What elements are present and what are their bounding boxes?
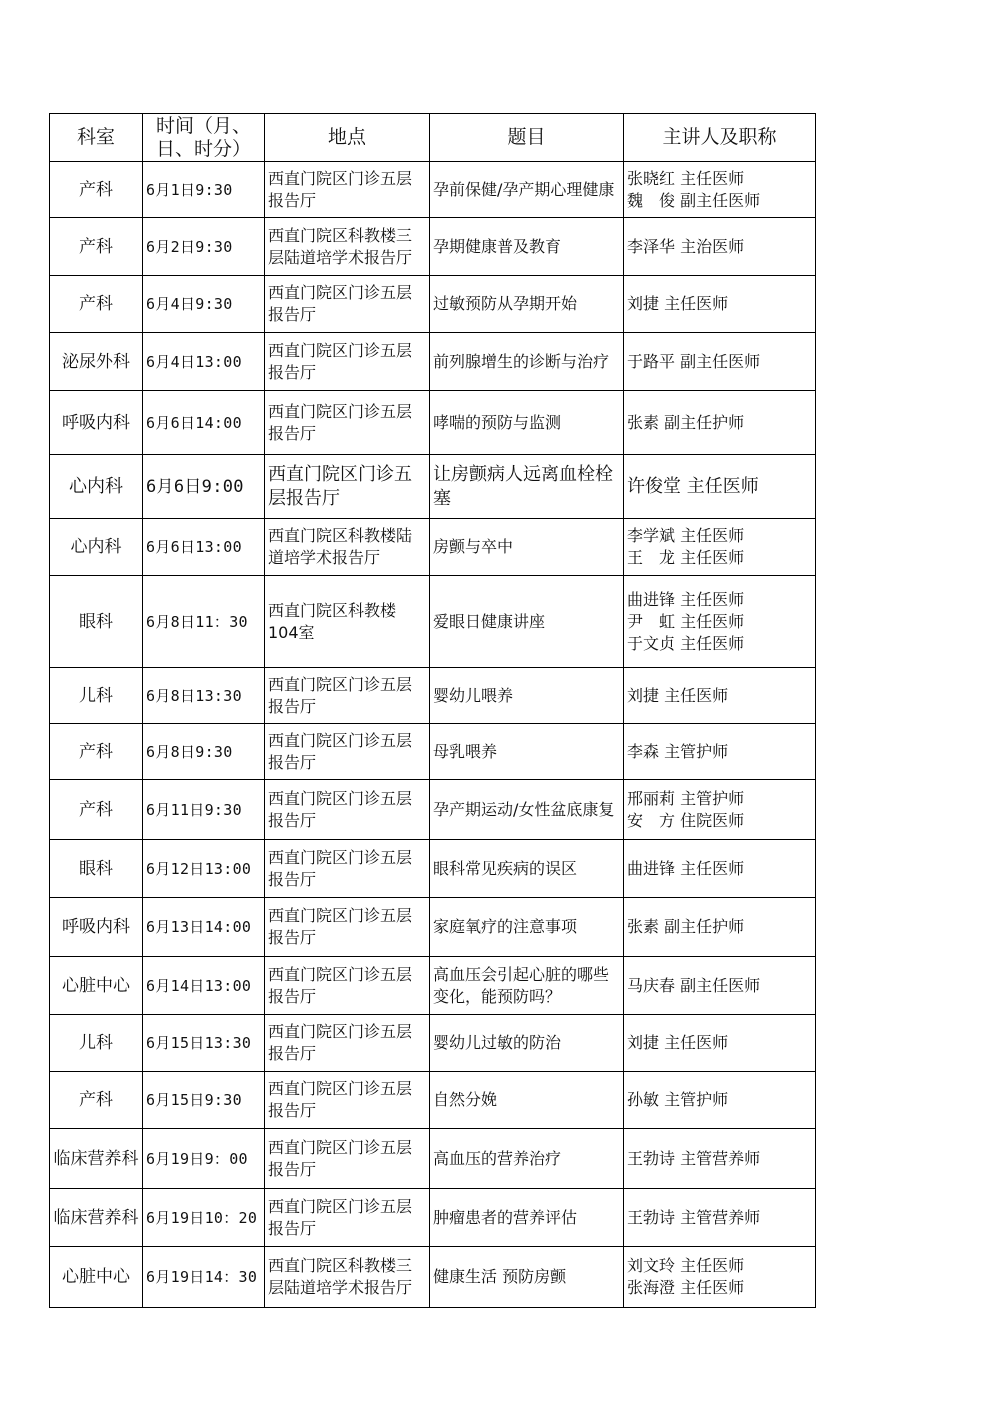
place-text: 西直门院区门诊五层报告厅	[268, 401, 413, 443]
topic-cell: 孕期健康普及教育	[430, 218, 624, 276]
dept-cell: 眼科	[50, 840, 143, 898]
speaker-cell	[624, 1129, 816, 1189]
speaker-line: 刘捷 主任医师	[627, 685, 729, 705]
topic-cell: 高血压会引起心脏的哪些变化，能预防吗？	[430, 957, 624, 1015]
place-cell	[265, 780, 430, 840]
speaker-line: 李学斌 主任医师	[627, 526, 745, 545]
table-row	[50, 519, 816, 576]
place-cell	[265, 576, 430, 668]
time-cell: 6月8日9:30	[143, 724, 265, 780]
time-cell: 6月6日9:00	[143, 455, 265, 519]
header-topic: 题目	[430, 114, 624, 162]
place-cell	[265, 840, 430, 898]
table-row	[50, 668, 816, 724]
time-cell: 6月6日13:00	[143, 519, 265, 576]
table-row	[50, 576, 816, 668]
table-row	[50, 333, 816, 391]
speaker-line: 曲进锋 主任医师	[627, 858, 745, 878]
dept-cell: 眼科	[50, 576, 143, 668]
table-row	[50, 276, 816, 333]
speaker-cell	[624, 1072, 816, 1129]
place-text: 西直门院区门诊五层报告厅	[268, 906, 413, 947]
time-cell: 6月14日13:00	[143, 957, 265, 1015]
speaker-cell	[624, 1247, 816, 1308]
place-cell	[265, 668, 430, 724]
dept-cell: 临床营养科	[50, 1189, 143, 1247]
place-cell	[265, 1247, 430, 1308]
place-cell	[265, 1129, 430, 1189]
table-row	[50, 391, 816, 455]
speaker-line: 刘捷 主任医师	[627, 1033, 729, 1052]
place-cell	[265, 162, 430, 218]
place-text: 西直门院区门诊五层报告厅	[268, 1022, 413, 1063]
dept-cell: 产科	[50, 724, 143, 780]
dept-cell: 产科	[50, 162, 143, 218]
speaker-cell	[624, 957, 816, 1015]
speaker-cell	[624, 519, 816, 576]
time-cell: 6月4日13:00	[143, 333, 265, 391]
speaker-line: 王 龙 主任医师	[627, 548, 745, 567]
place-text: 西直门院区科教楼陆道培学术报告厅	[268, 526, 413, 567]
header-time: 时间（月、日、时分）	[143, 114, 265, 162]
place-text: 西直门院区科教楼三层陆道培学术报告厅	[268, 1256, 413, 1297]
table-row	[50, 218, 816, 276]
table-row	[50, 780, 816, 840]
place-text: 西直门院区门诊五层报告厅	[268, 674, 413, 716]
table-row	[50, 898, 816, 957]
speaker-cell	[624, 576, 816, 668]
topic-cell: 前列腺增生的诊断与治疗	[430, 333, 624, 391]
place-cell	[265, 519, 430, 576]
table-row	[50, 1015, 816, 1072]
place-cell	[265, 957, 430, 1015]
place-text: 西直门院区门诊五层报告厅	[268, 1196, 413, 1238]
time-cell: 6月19日9：00	[143, 1129, 265, 1189]
topic-cell: 婴幼儿喂养	[430, 668, 624, 724]
speaker-line: 魏 俊 副主任医师	[627, 190, 761, 210]
time-cell: 6月6日14:00	[143, 391, 265, 455]
topic-cell: 房颤与卒中	[430, 519, 624, 576]
dept-cell: 泌尿外科	[50, 333, 143, 391]
place-text: 西直门院区门诊五层报告厅	[268, 168, 413, 210]
speaker-cell	[624, 1015, 816, 1072]
speaker-cell	[624, 391, 816, 455]
topic-cell: 让房颤病人远离血栓栓塞	[430, 455, 624, 519]
time-cell: 6月15日9:30	[143, 1072, 265, 1129]
speaker-line: 安 方 住院医师	[627, 810, 745, 830]
place-text: 西直门院区门诊五层报告厅	[268, 1137, 413, 1179]
place-cell	[265, 724, 430, 780]
speaker-cell	[624, 333, 816, 391]
speaker-cell	[624, 840, 816, 898]
time-cell: 6月8日13:30	[143, 668, 265, 724]
place-cell	[265, 455, 430, 519]
topic-cell: 婴幼儿过敏的防治	[430, 1015, 624, 1072]
time-cell: 6月1日9:30	[143, 162, 265, 218]
dept-cell: 临床营养科	[50, 1129, 143, 1189]
dept-cell: 心脏中心	[50, 1247, 143, 1308]
speaker-line: 张晓红 主任医师	[627, 168, 745, 188]
place-cell	[265, 1072, 430, 1129]
place-text: 西直门院区门诊五层报告厅	[268, 964, 413, 1006]
place-cell	[265, 391, 430, 455]
speaker-line: 尹 虹 主任医师	[627, 611, 745, 631]
dept-cell: 呼吸内科	[50, 898, 143, 957]
topic-cell: 健康生活 预防房颤	[430, 1247, 624, 1308]
speaker-line: 李泽华 主治医师	[627, 236, 745, 256]
topic-cell: 孕产期运动/女性盆底康复	[430, 780, 624, 840]
table-row	[50, 162, 816, 218]
topic-cell: 过敏预防从孕期开始	[430, 276, 624, 333]
topic-cell: 哮喘的预防与监测	[430, 391, 624, 455]
dept-cell: 心脏中心	[50, 957, 143, 1015]
time-cell: 6月19日10：20	[143, 1189, 265, 1247]
speaker-line: 张素 副主任护师	[627, 412, 745, 432]
time-cell: 6月4日9:30	[143, 276, 265, 333]
lecture-schedule-table	[49, 113, 816, 1308]
speaker-cell	[624, 455, 816, 519]
dept-cell: 儿科	[50, 668, 143, 724]
topic-cell: 肿瘤患者的营养评估	[430, 1189, 624, 1247]
place-text: 西直门院区门诊五层报告厅	[268, 730, 413, 772]
topic-cell: 自然分娩	[430, 1072, 624, 1129]
time-cell: 6月19日14：30	[143, 1247, 265, 1308]
table-row	[50, 724, 816, 780]
header-place: 地点	[265, 114, 430, 162]
speaker-cell	[624, 724, 816, 780]
dept-cell: 产科	[50, 1072, 143, 1129]
speaker-line: 孙敏 主管护师	[627, 1090, 729, 1109]
table-row	[50, 455, 816, 519]
speaker-cell	[624, 1189, 816, 1247]
table-row	[50, 1247, 816, 1308]
speaker-cell	[624, 780, 816, 840]
topic-cell: 眼科常见疾病的误区	[430, 840, 624, 898]
schedule-body	[50, 162, 816, 1308]
time-cell: 6月12日13:00	[143, 840, 265, 898]
table-row	[50, 1072, 816, 1129]
topic-cell: 爱眼日健康讲座	[430, 576, 624, 668]
dept-cell: 心内科	[50, 519, 143, 576]
speaker-line: 于路平 副主任医师	[627, 351, 761, 371]
table-row	[50, 1129, 816, 1189]
time-cell: 6月15日13:30	[143, 1015, 265, 1072]
speaker-cell	[624, 162, 816, 218]
place-cell	[265, 276, 430, 333]
dept-cell: 儿科	[50, 1015, 143, 1072]
place-cell	[265, 898, 430, 957]
header-dept: 科室	[50, 114, 143, 162]
place-text: 西直门院区门诊五层报告厅	[268, 463, 412, 509]
speaker-cell	[624, 898, 816, 957]
time-cell: 6月8日11：30	[143, 576, 265, 668]
speaker-line: 邢丽莉 主管护师	[627, 788, 745, 808]
table-row	[50, 957, 816, 1015]
speaker-line: 张海澄 主任医师	[627, 1278, 745, 1297]
dept-cell: 产科	[50, 276, 143, 333]
speaker-line: 李森 主管护师	[627, 741, 729, 761]
speaker-line: 曲进锋 主任医师	[627, 589, 745, 609]
speaker-line: 马庆春 副主任医师	[627, 975, 761, 995]
topic-cell: 家庭氧疗的注意事项	[430, 898, 624, 957]
speaker-cell	[624, 668, 816, 724]
speaker-line: 于文贞 主任医师	[627, 633, 745, 653]
topic-cell: 母乳喂养	[430, 724, 624, 780]
place-text: 西直门院区门诊五层报告厅	[268, 788, 413, 830]
place-text: 西直门院区门诊五层报告厅	[268, 1079, 413, 1120]
time-cell: 6月2日9:30	[143, 218, 265, 276]
place-text: 西直门院区门诊五层报告厅	[268, 847, 413, 889]
speaker-line: 刘捷 主任医师	[627, 294, 729, 313]
dept-cell: 呼吸内科	[50, 391, 143, 455]
dept-cell: 产科	[50, 218, 143, 276]
topic-cell: 孕前保健/孕产期心理健康	[430, 162, 624, 218]
time-cell: 6月13日14:00	[143, 898, 265, 957]
place-cell	[265, 333, 430, 391]
place-cell	[265, 1015, 430, 1072]
table-row	[50, 1189, 816, 1247]
place-cell	[265, 218, 430, 276]
header-speaker: 主讲人及职称	[624, 114, 816, 162]
place-text: 西直门院区科教楼104室	[268, 600, 397, 642]
speaker-line: 王勃诗 主管营养师	[627, 1207, 761, 1227]
speaker-cell	[624, 276, 816, 333]
topic-cell: 高血压的营养治疗	[430, 1129, 624, 1189]
place-text: 西直门院区门诊五层报告厅	[268, 283, 413, 324]
dept-cell: 产科	[50, 780, 143, 840]
place-text: 西直门院区门诊五层报告厅	[268, 340, 413, 382]
dept-cell: 心内科	[50, 455, 143, 519]
speaker-line: 刘文玲 主任医师	[627, 1256, 745, 1275]
table-row	[50, 840, 816, 898]
header-row	[50, 114, 816, 162]
speaker-cell	[624, 218, 816, 276]
speaker-line: 王勃诗 主管营养师	[627, 1148, 761, 1168]
time-cell: 6月11日9:30	[143, 780, 265, 840]
speaker-line: 张素 副主任护师	[627, 917, 745, 936]
speaker-line: 许俊堂 主任医师	[627, 475, 759, 497]
place-cell	[265, 1189, 430, 1247]
place-text: 西直门院区科教楼三层陆道培学术报告厅	[268, 225, 413, 267]
